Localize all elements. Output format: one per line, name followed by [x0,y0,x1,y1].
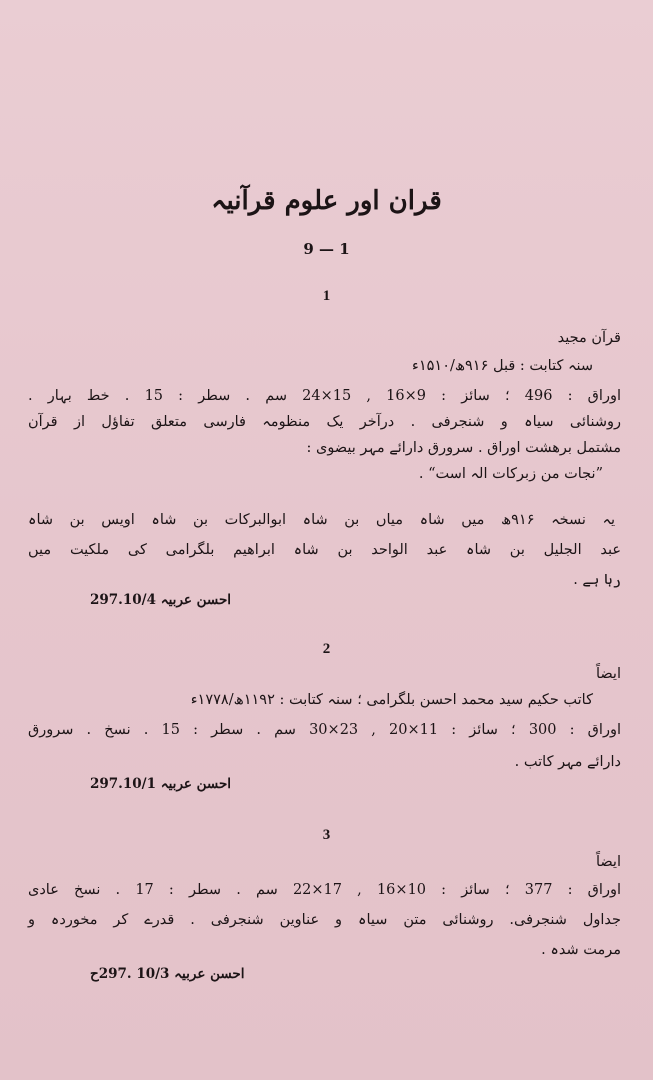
catalog-reference: احسن عربیہ 297.10/4 [90,592,232,608]
entry-line: کاتب حکیم سید محمد احسن بلگرامی ؛ سنہ کتابت : ۱۱۹۲ھ/۱۷۷۸ء [190,692,593,708]
entry-line: ”نجات من زبرکات الہ است“ . [418,466,603,482]
entry-number: 1 [322,288,331,304]
page-title: قران اور علوم قرآنیہ [211,186,442,216]
entry-line: اوراق : 300 ؛ سائز : 11×20 , 23×30 سم . سطر : 15 . نسخ . سرورق [28,722,621,738]
entry-heading: ایضاً [595,666,621,682]
catalog-reference: احسن عربیہ 10/3 .297ح [90,966,245,982]
entry-line: روشنائی سیاہ و شنجرفی . درآخر یک منظومہ فارسی متعلق تفاؤل از قرآن [28,414,621,430]
entry-heading: ایضاً [595,854,621,870]
entry-heading: قرآن مجید [557,330,621,346]
entry-line: سنہ کتابت : قبل ۹۱۶ھ/۱۵۱۰ء [412,358,593,374]
entry-line: جداول شنجرفی. روشنائی متن سیاہ و عناوین شنجرفی . قدرے کر مخوردہ و [28,912,621,928]
catalog-reference: احسن عربیہ 297.10/1 [90,776,232,792]
entry-number: 2 [322,641,331,657]
entry-line: عبد الجلیل بن شاہ عبد الواحد بن شاہ ابراهیم بلگرامی کی ملکیت میں [28,542,621,558]
entry-line: اوراق : 496 ؛ سائز : 9×16 , 15×24 سم . سطر : 15 . خط بہار . [28,388,621,404]
entry-range: 9 — 1 [303,240,350,258]
entry-line: رہا ہے . [573,572,621,588]
entry-line: اوراق : 377 ؛ سائز : 10×16 , 17×22 سم . سطر : 17 . نسخ عادی [28,882,621,898]
entry-line: یہ نسخہ ۹۱۶ھ میں شاہ میاں بن شاہ ابوالبرکات بن شاہ اویس بن شاہ [28,512,616,528]
entry-line: دارائے مہر کاتب . [514,754,621,770]
entry-number: 3 [322,827,331,843]
entry-line: مرمت شدہ . [541,942,621,958]
entry-line: مشتمل برهشت اوراق . سرورق دارائے مہر بیضوی : [306,440,621,456]
